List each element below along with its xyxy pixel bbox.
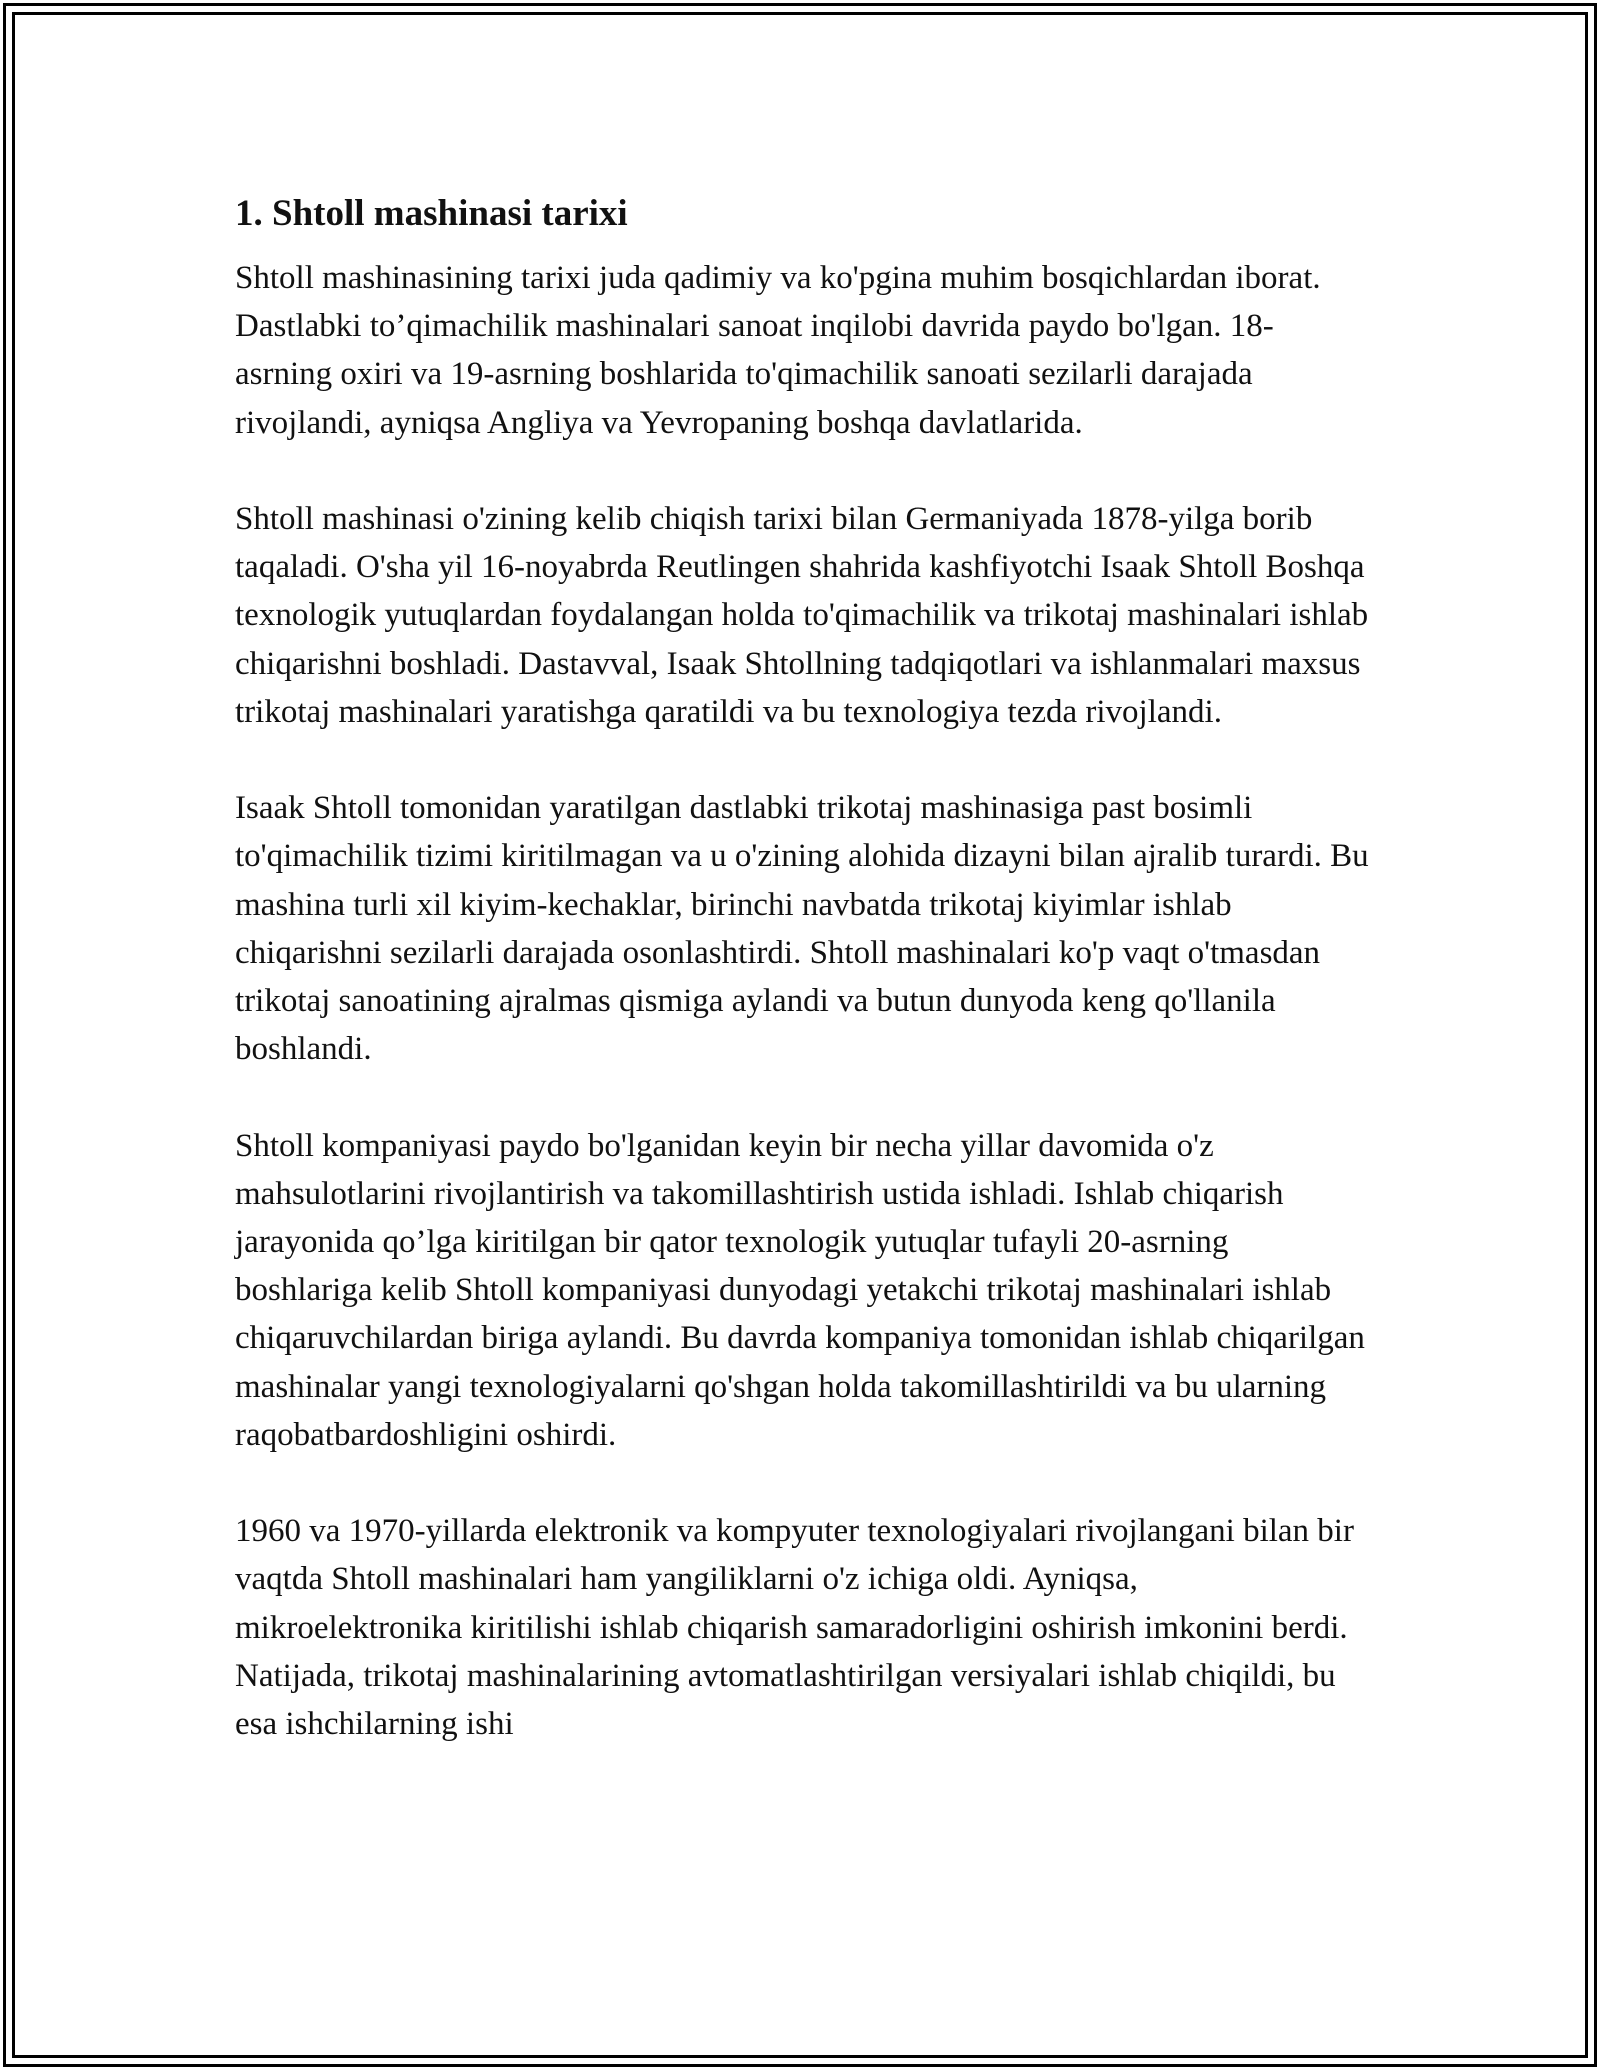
paragraph-2: Shtoll mashinasi o'zining kelib chiqish tarixi bilan Germaniyada 1878-yilga borib taqaladi. O'sha yil 16-noyabrda Reutlingen shahrida kashfiyotchi Isaak Shtoll Boshqa texnologik yutuqlardan foydalangan holda to'qimachilik va trikotaj mashinalari ishlab chiqarishni boshladi. Dastavval, Isaak Shtollning tadqiqotlari va ishlanmalari maxsus trikotaj mashinalari yaratishga qaratildi va bu texnologiya tezda rivojlandi. bbox=[235, 501, 1369, 730]
section-heading: 1. Shtoll mashinasi tarixi bbox=[235, 193, 628, 234]
paragraph-5: 1960 va 1970-yillarda elektronik va kompyuter texnologiyalari rivojlangani bilan bir vaqtda Shtoll mashinalari ham yangiliklarni o'z ichiga oldi. Ayniqsa, mikroelektronika kiritilishi ishlab chiqarish samaradorligini oshirish imkonini berdi. Natijada, trikotaj mashinalarining avtomatlashtirilgan versiyalari ishlab chiqildi, bu esa ishchilarning ishi bbox=[235, 1513, 1354, 1743]
paragraph-3: Isaak Shtoll tomonidan yaratilgan dastlabki trikotaj mashinasiga past bosimli to'qimachilik tizimi kiritilmagan va u o'zining alohida dizayni bilan ajralib turardi. Bu mashina turli xil kiyim-kechaklar, birinchi navbatda trikotaj kiyimlar ishlab chiqarishni sezilarli darajada osonlashtirdi. Shtoll mashinalari ko'p vaqt o'tmasdan trikotaj sanoatining ajralmas qismiga aylandi va butun dunyoda keng qo'llanila boshlandi. bbox=[235, 790, 1369, 1068]
paragraph-4: Shtoll kompaniyasi paydo bo'lganidan keyin bir necha yillar davomida o'z mahsulotlarini rivojlantirish va takomillashtirish ustida ishladi. Ishlab chiqarish jarayonida qo’lga kiritilgan bir qator texnologik yutuqlar tufayli 20-asrning boshlariga kelib Shtoll kompaniyasi dunyodagi yetakchi trikotaj mashinalari ishlab chiqaruvchilardan biriga aylandi. Bu davrda kompaniya tomonidan ishlab chiqarilgan mashinalar yangi texnologiyalarni qo'shgan holda takomillashtirildi va bu ularning raqobatbardoshligini oshirdi. bbox=[235, 1127, 1365, 1453]
document-body bbox=[235, 186, 1370, 1748]
paragraph-1: Shtoll mashinasining tarixi juda qadimiy va ko'pgina muhim bosqichlardan iborat. Dastlabki to’qimachilik mashinalari sanoat inqilobi davrida paydo bo'lgan. 18-asrning oxiri va 19-asrning boshlarida to'qimachilik sanoati sezilarli darajada rivojlandi, ayniqsa Angliya va Yevropaning boshqa davlatlarida. bbox=[235, 260, 1321, 441]
